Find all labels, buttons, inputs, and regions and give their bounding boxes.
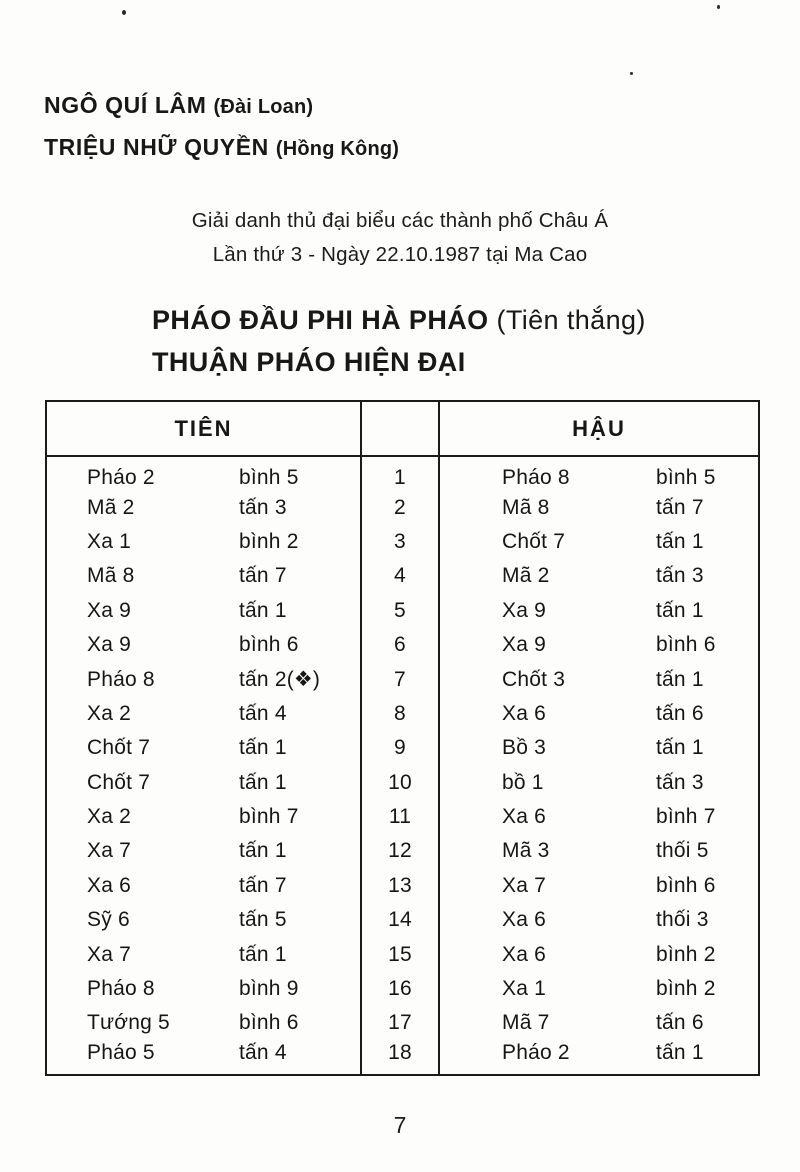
move-number-cell: 17 — [361, 1006, 439, 1040]
move-number-cell: 15 — [361, 937, 439, 971]
tien-piece-cell: Chốt 7 — [87, 736, 151, 760]
move-number-cell: 5 — [361, 594, 439, 628]
tien-piece-cell: Xa 6 — [87, 873, 131, 897]
table-row — [46, 525, 759, 559]
tien-piece-cell: Xa 2 — [87, 805, 131, 829]
hau-move-cell: bình 7 — [656, 805, 716, 829]
tien-piece-cell: Xa 9 — [87, 598, 131, 622]
table-row — [46, 456, 759, 490]
move-number-cell: 16 — [361, 972, 439, 1006]
moves-table-header — [46, 401, 759, 456]
hau-piece-cell: Xa 6 — [502, 805, 546, 829]
hau-move-cell: bình 6 — [656, 633, 716, 657]
tien-move-cell: tấn 3 — [198, 490, 361, 524]
author-line-2 — [44, 134, 399, 161]
hau-move-cell: tấn 6 — [656, 1011, 704, 1035]
move-number-cell: 2 — [361, 490, 439, 524]
tien-piece-cell: Xa 9 — [87, 633, 131, 657]
event-line-1: Giải danh thủ đại biểu các thành phố Châu Á — [191, 209, 609, 232]
move-number-cell: 7 — [361, 662, 439, 696]
table-row — [46, 731, 759, 765]
title-result: (Tiên thắng) — [496, 305, 646, 335]
author-name: TRIỆU NHỮ QUYỀN — [44, 134, 269, 160]
author-name: NGÔ QUÍ LÂM — [44, 92, 207, 118]
hau-piece-cell: Xa 9 — [502, 598, 546, 622]
tien-piece-cell: Pháo 5 — [87, 1041, 155, 1065]
event-description — [0, 204, 800, 272]
tien-piece-cell: Mã 2 — [87, 495, 135, 519]
table-row — [46, 972, 759, 1006]
table-row — [46, 800, 759, 834]
moves-body — [46, 456, 759, 1075]
move-number-cell: 12 — [361, 834, 439, 868]
hau-move-cell: tấn 1 — [656, 1041, 704, 1065]
tien-move-cell: tấn 1 — [198, 594, 361, 628]
hau-move-cell: tấn 6 — [656, 701, 704, 725]
move-number-cell: 18 — [361, 1041, 439, 1075]
move-number-cell: 9 — [361, 731, 439, 765]
tien-piece-cell: Xa 1 — [87, 529, 131, 553]
hau-piece-cell: Mã 2 — [502, 564, 550, 588]
hau-move-cell: tấn 1 — [656, 529, 704, 553]
tien-move-cell: bình 9 — [198, 972, 361, 1006]
tien-piece-cell: Tướng 5 — [87, 1011, 170, 1035]
authors-block — [44, 92, 399, 176]
tien-move-cell: bình 7 — [198, 800, 361, 834]
hau-piece-cell: Pháo 8 — [502, 465, 570, 489]
table-row — [46, 697, 759, 731]
tien-move-cell: bình 6 — [198, 628, 361, 662]
hau-piece-cell: Mã 3 — [502, 839, 550, 863]
hau-move-cell: tấn 3 — [656, 564, 704, 588]
move-number-cell: 10 — [361, 766, 439, 800]
hau-piece-cell: Xa 1 — [502, 977, 546, 1001]
hau-piece-cell: Xa 9 — [502, 633, 546, 657]
table-row — [46, 1006, 759, 1040]
table-row — [46, 869, 759, 903]
tien-piece-cell: Chốt 7 — [87, 770, 151, 794]
header-move-number — [361, 401, 439, 456]
hau-move-cell: bình 5 — [656, 465, 716, 489]
tien-move-cell: tấn 1 — [198, 834, 361, 868]
scan-speck — [122, 10, 126, 15]
hau-piece-cell: Chốt 7 — [502, 529, 566, 553]
move-number-cell: 8 — [361, 697, 439, 731]
event-line-2: Lần thứ 3 - Ngày 22.10.1987 tại Ma Cao — [212, 243, 588, 266]
scan-speck — [717, 5, 720, 9]
move-number-cell: 1 — [361, 456, 439, 490]
tien-piece-cell: Pháo 8 — [87, 667, 155, 691]
table-row — [46, 903, 759, 937]
move-number-cell: 4 — [361, 559, 439, 593]
tien-move-cell: tấn 5 — [198, 903, 361, 937]
tien-move-cell: bình 5 — [198, 456, 361, 490]
tien-piece-cell: Xa 7 — [87, 942, 131, 966]
header-hau: HẬU — [439, 401, 759, 456]
tien-piece-cell: Mã 8 — [87, 564, 135, 588]
tien-move-cell: tấn 1 — [198, 937, 361, 971]
hau-move-cell: tấn 1 — [656, 736, 704, 760]
table-row — [46, 594, 759, 628]
hau-move-cell: tấn 1 — [656, 598, 704, 622]
move-number-cell: 3 — [361, 525, 439, 559]
move-number-cell: 14 — [361, 903, 439, 937]
hau-piece-cell: Xa 6 — [502, 908, 546, 932]
page-number: 7 — [393, 1112, 407, 1138]
hau-piece-cell: Mã 7 — [502, 1011, 550, 1035]
author-origin: (Hồng Kông) — [275, 138, 400, 160]
hau-move-cell: thối 3 — [656, 908, 709, 932]
table-row — [46, 628, 759, 662]
hau-piece-cell: Chốt 3 — [502, 667, 566, 691]
table-row — [46, 662, 759, 696]
table-row — [46, 937, 759, 971]
hau-piece-cell: Xa 7 — [502, 873, 546, 897]
hau-move-cell: tấn 3 — [656, 770, 704, 794]
hau-piece-cell: Xa 6 — [502, 942, 546, 966]
scan-speck — [630, 72, 633, 75]
header-tien: TIÊN — [46, 401, 361, 456]
hau-piece-cell: Pháo 2 — [502, 1041, 570, 1065]
hau-move-cell: bình 6 — [656, 873, 716, 897]
hau-piece-cell: Bồ 3 — [502, 736, 546, 760]
tien-move-cell: tấn 2(❖) — [198, 662, 361, 696]
title-main: PHÁO ĐẦU PHI HÀ PHÁO — [152, 305, 489, 335]
tien-move-cell: tấn 1 — [198, 766, 361, 800]
tien-piece-cell: Pháo 8 — [87, 977, 155, 1001]
move-number-cell: 6 — [361, 628, 439, 662]
table-row — [46, 1041, 759, 1075]
hau-piece-cell: Xa 6 — [502, 701, 546, 725]
hau-piece-cell: bồ 1 — [502, 770, 544, 794]
tien-move-cell: bình 6 — [198, 1006, 361, 1040]
author-line-1 — [44, 92, 399, 119]
hau-move-cell: thối 5 — [656, 839, 709, 863]
hau-move-cell: bình 2 — [656, 942, 716, 966]
table-row — [46, 766, 759, 800]
hau-move-cell: bình 2 — [656, 977, 716, 1001]
tien-piece-cell: Xa 2 — [87, 701, 131, 725]
tien-move-cell: tấn 7 — [198, 869, 361, 903]
tien-move-cell: tấn 4 — [198, 1041, 361, 1075]
tien-move-cell: tấn 7 — [198, 559, 361, 593]
table-row — [46, 490, 759, 524]
tien-piece-cell: Pháo 2 — [87, 465, 155, 489]
hau-piece-cell: Mã 8 — [502, 495, 550, 519]
hau-move-cell: tấn 7 — [656, 495, 704, 519]
table-row — [46, 834, 759, 868]
tien-move-cell: bình 2 — [198, 525, 361, 559]
hau-move-cell: tấn 1 — [656, 667, 704, 691]
author-origin: (Đài Loan) — [213, 96, 314, 118]
tien-move-cell: tấn 1 — [198, 731, 361, 765]
tien-piece-cell: Sỹ 6 — [87, 908, 130, 932]
table-row — [46, 559, 759, 593]
tien-move-cell: tấn 4 — [198, 697, 361, 731]
move-number-cell: 11 — [361, 800, 439, 834]
page-title — [152, 299, 646, 383]
moves-table — [45, 400, 760, 1076]
page-title-line-1 — [152, 299, 646, 341]
tien-piece-cell: Xa 7 — [87, 839, 131, 863]
move-number-cell: 13 — [361, 869, 439, 903]
page-title-line-2: THUẬN PHÁO HIỆN ĐẠI — [152, 347, 466, 377]
